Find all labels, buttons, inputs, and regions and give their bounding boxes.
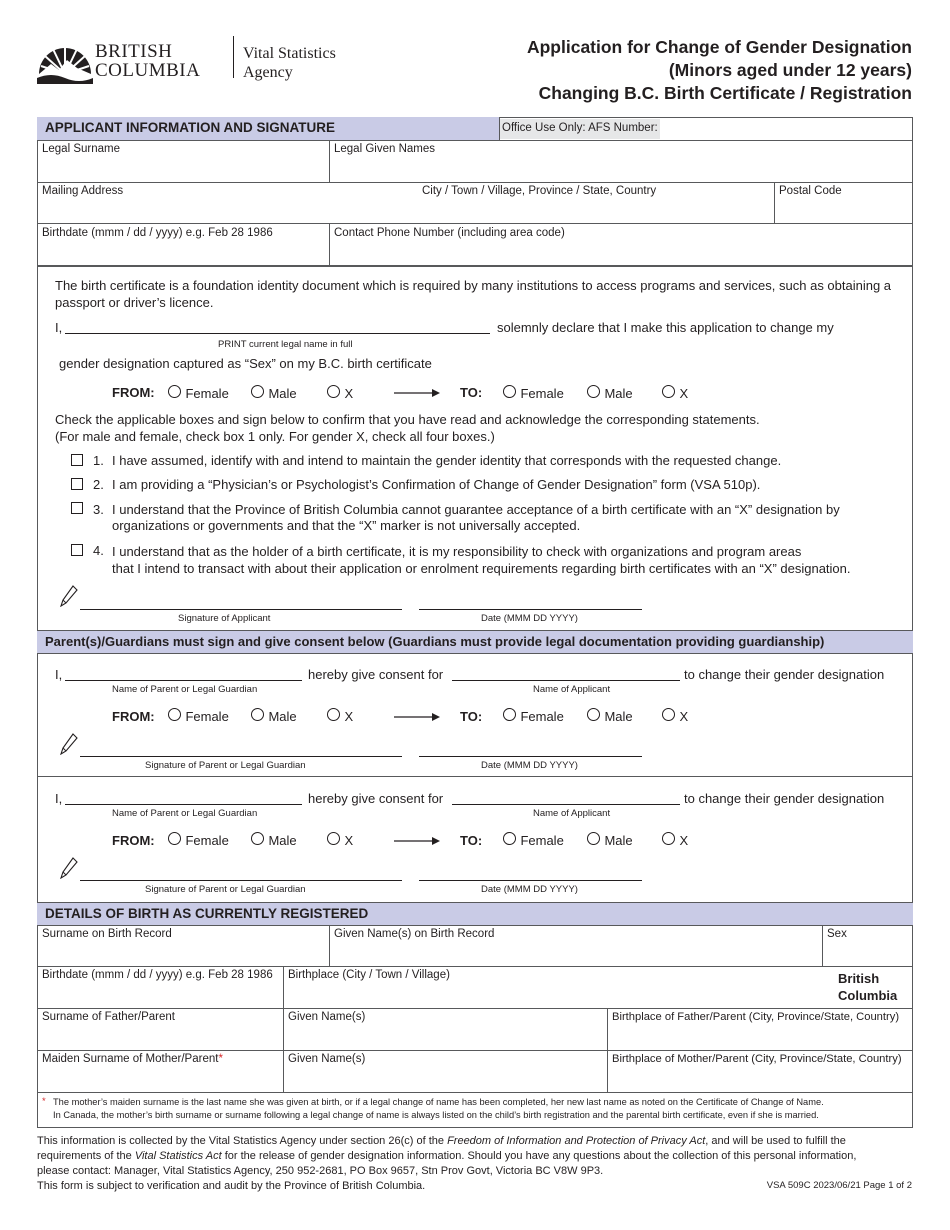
from-male-radio[interactable] (251, 385, 297, 403)
guardian2-date-field[interactable] (419, 880, 642, 881)
female-label: Female (185, 709, 229, 724)
mother-surname-label: Maiden Surname of Mother/Parent (42, 1053, 219, 1065)
footer-line2a: requirements of the (37, 1150, 135, 1162)
divider (37, 265, 913, 267)
g1-from-x-radio[interactable] (327, 708, 353, 726)
agency-line1: Vital Statistics (243, 45, 336, 62)
g2-from-x-radio[interactable] (327, 832, 353, 850)
birth-birthdate-label: Birthdate (mmm / dd / yyyy) e.g. Feb 28 1986 (42, 969, 273, 981)
x-label: X (344, 386, 354, 401)
father-surname-field[interactable] (38, 1008, 283, 1050)
check-intro-1: Check the applicable boxes and sign below to confirm that you have read and acknowledge the corresponding statements. (55, 412, 760, 427)
radio-circle[interactable] (168, 385, 181, 398)
birthplace-field[interactable] (284, 966, 824, 1008)
footer-line1a: This information is collected by the Vital Statistics Agency under section 26(c) of the (37, 1135, 448, 1147)
declaration-intro: The birth certificate is a foundation identity document which is required by many institutions to access programs and services, such as obtaining a passport or driver’s licence. (55, 278, 892, 310)
g2-from-female-radio[interactable] (168, 832, 229, 850)
male-label: Male (604, 833, 633, 848)
postal-code-label: Postal Code (779, 185, 842, 197)
to-female-radio[interactable] (503, 385, 564, 403)
radio-circle[interactable] (327, 708, 340, 721)
radio-circle[interactable] (251, 832, 264, 845)
male-label: Male (268, 833, 297, 848)
postal-code-field[interactable] (775, 182, 912, 223)
title-line1: Application for Change of Gender Designation (526, 37, 912, 57)
arrow-right-icon (394, 387, 442, 399)
g1-from-female-radio[interactable] (168, 708, 229, 726)
guardian2-consent-text: hereby give consent for (308, 791, 444, 806)
mother-birthplace-label: Birthplace of Mother/Parent (City, Province/State, Country) (612, 1053, 902, 1065)
checkbox-1[interactable] (71, 454, 83, 466)
date-caption: Date (MMM DD YYYY) (481, 613, 578, 624)
birth-surname-label: Surname on Birth Record (42, 928, 172, 940)
female-label: Female (520, 386, 564, 401)
city-field[interactable] (418, 182, 774, 223)
x-label: X (679, 386, 689, 401)
item-1-text: I have assumed, identify with and intend to maintain the gender identity that corresponds with the requested change. (112, 453, 782, 468)
female-label: Female (520, 709, 564, 724)
item-2-text: I am providing a “Physician’s or Psychologist’s Confirmation of Change of Gender Designation” form (VSA 510p). (112, 477, 761, 492)
x-label: X (679, 833, 689, 848)
father-birthplace-field[interactable] (608, 1008, 913, 1050)
declaration-text: solemnly declare that I make this application to change my (497, 320, 834, 335)
guardian1-date-field[interactable] (419, 756, 642, 757)
pen-icon (60, 857, 78, 879)
guardian1-signature-field[interactable] (80, 756, 402, 757)
radio-circle[interactable] (327, 832, 340, 845)
logo-divider (233, 36, 234, 78)
form-id: VSA 509C 2023/06/21 Page 1 of 2 (766, 1180, 912, 1191)
father-given-label: Given Name(s) (288, 1011, 366, 1023)
pen-icon (60, 585, 78, 607)
afs-number-field[interactable] (660, 119, 910, 139)
checkbox-4[interactable] (71, 544, 83, 556)
male-label: Male (604, 386, 633, 401)
note-asterisk: * (42, 1096, 46, 1107)
father-given-field[interactable] (284, 1008, 607, 1050)
legal-name-input[interactable] (65, 333, 490, 334)
footer-line4: This form is subject to verification and audit by the Province of British Columbia. (37, 1180, 426, 1192)
sig-applicant-caption: Signature of Applicant (178, 613, 271, 624)
title-line3: Changing B.C. Birth Certificate / Registration (538, 83, 912, 103)
mother-given-label: Given Name(s) (288, 1053, 366, 1065)
applicant-signature-field[interactable] (80, 609, 402, 610)
radio-circle[interactable] (662, 708, 675, 721)
footer-line1b: Freedom of Information and Protection of Privacy Act (447, 1135, 706, 1147)
from-label: FROM: (112, 709, 155, 724)
note-line1: The mother’s maiden surname is the last name she was given at birth, or if a legal change of name has been completed, her new last name as noted on the Certificate of Change of Name. (53, 1097, 824, 1107)
legal-surname-field[interactable] (38, 140, 329, 182)
item-4-text (112, 543, 851, 577)
to-x-radio[interactable] (662, 385, 688, 403)
arrow-right-icon (394, 711, 442, 723)
guardian1-applicant-caption: Name of Applicant (533, 684, 611, 695)
date-caption: Date (MMM DD YYYY) (481, 884, 578, 895)
mailing-address-field[interactable] (38, 182, 418, 223)
section-title-applicant: APPLICANT INFORMATION AND SIGNATURE (37, 117, 499, 141)
mailing-address-label: Mailing Address (42, 185, 124, 197)
female-label: Female (520, 833, 564, 848)
father-surname-label: Surname of Father/Parent (42, 1011, 175, 1023)
footer-line1c: , and will be used to fulfill the (705, 1135, 846, 1147)
mother-birthplace-field[interactable] (608, 1050, 913, 1092)
male-label: Male (268, 386, 297, 401)
to-label: TO: (460, 709, 483, 724)
radio-circle[interactable] (251, 385, 264, 398)
checkbox-2[interactable] (71, 478, 83, 490)
x-label: X (679, 709, 689, 724)
pen-icon (60, 733, 78, 755)
guardian2-signature-field[interactable] (80, 880, 402, 881)
radio-circle[interactable] (251, 708, 264, 721)
asterisk: * (218, 1053, 223, 1065)
g1-to-male-radio[interactable] (587, 708, 633, 726)
declaration-i: I, (55, 320, 63, 335)
radio-circle[interactable] (168, 708, 181, 721)
divider (37, 776, 913, 777)
guardian1-consent-text: hereby give consent for (308, 667, 444, 682)
item-2-num: 2. (93, 477, 104, 492)
province-line2: Columbia (838, 988, 898, 1003)
logo-line2: COLUMBIA (95, 60, 201, 81)
birth-birthdate-field[interactable] (38, 966, 283, 1008)
birth-given-field[interactable] (330, 925, 822, 966)
item-3-line1: I understand that the Province of British Columbia cannot guarantee acceptance of a birth certificate with an “X” designation by (112, 502, 840, 517)
birth-surname-field[interactable] (38, 925, 329, 966)
guardian1-change-text: to change their gender designation (684, 667, 885, 682)
phone-field[interactable] (330, 224, 912, 265)
from-label: FROM: (112, 385, 155, 400)
phone-label: Contact Phone Number (including area code) (334, 227, 565, 239)
male-label: Male (604, 709, 633, 724)
mother-surname-field[interactable] (38, 1050, 283, 1092)
guardian2-name-input[interactable] (65, 804, 302, 805)
g2-from-male-radio[interactable] (251, 832, 297, 850)
guardian1-sig-caption: Signature of Parent or Legal Guardian (145, 760, 306, 771)
female-label: Female (185, 386, 229, 401)
footer-line2c: for the release of gender designation information. Should you have any questions about the collection of this personal information, (221, 1150, 857, 1162)
footer-line2b: Vital Statistics Act (134, 1150, 222, 1162)
g2-to-x-radio[interactable] (662, 832, 688, 850)
applicant-date-field[interactable] (419, 609, 642, 610)
guardian2-sig-caption: Signature of Parent or Legal Guardian (145, 884, 306, 895)
g1-to-female-radio[interactable] (503, 708, 564, 726)
from-x-radio[interactable] (327, 385, 353, 403)
guardian2-name-caption: Name of Parent or Legal Guardian (112, 808, 258, 819)
logo-line1: BRITISH (95, 41, 173, 62)
guardian1-applicant-name-input[interactable] (452, 680, 680, 681)
print-name-caption: PRINT current legal name in full (218, 339, 353, 350)
male-label: Male (268, 709, 297, 724)
g2-to-male-radio[interactable] (587, 832, 633, 850)
section-title-guardians: Parent(s)/Guardians must sign and give consent below (Guardians must provide legal documentation providing guardianship) (37, 630, 913, 654)
footer-line3: please contact: Manager, Vital Statistics Agency, 250 952-2681, PO Box 9657, Stn Prov Govt, Victoria BC V8W 9P3. (37, 1165, 604, 1177)
birthplace-province (838, 970, 897, 1004)
radio-circle[interactable] (587, 832, 600, 845)
from-female-radio[interactable] (168, 385, 229, 403)
item-4-num: 4. (93, 543, 104, 558)
to-label: TO: (460, 385, 483, 400)
g1-to-x-radio[interactable] (662, 708, 688, 726)
title-line2: (Minors aged under 12 years) (668, 60, 912, 80)
item-1-num: 1. (93, 453, 104, 468)
g1-from-male-radio[interactable] (251, 708, 297, 726)
item-4-line2: that I intend to transact with about their application or enrolment requirements regarding birth certificates with an “X” designation. (112, 561, 851, 576)
item-4-line1: I understand that as the holder of a birth certificate, it is my responsibility to check with organizations and program areas (112, 544, 802, 559)
x-label: X (344, 709, 354, 724)
divider (37, 1092, 913, 1093)
agency-line2: Agency (243, 64, 293, 81)
mother-given-field[interactable] (284, 1050, 607, 1092)
radio-circle[interactable] (662, 385, 675, 398)
item-3-text (112, 502, 840, 534)
x-label: X (344, 833, 354, 848)
office-use-label: Office Use Only: AFS Number: (500, 119, 660, 139)
to-male-radio[interactable] (587, 385, 633, 403)
radio-circle[interactable] (503, 385, 516, 398)
logo-wordmark (95, 42, 200, 80)
birthplace-label: Birthplace (City / Town / Village) (288, 969, 450, 981)
legal-given-label: Legal Given Names (334, 143, 435, 155)
radio-circle[interactable] (503, 708, 516, 721)
birthdate-field[interactable] (38, 224, 329, 265)
guardian2-i: I, (55, 791, 63, 806)
check-intro-2: (For male and female, check box 1 only. For gender X, check all four boxes.) (55, 429, 495, 444)
province-line1: British (838, 971, 880, 986)
female-label: Female (185, 833, 229, 848)
radio-circle[interactable] (503, 832, 516, 845)
guardian2-change-text: to change their gender designation (684, 791, 885, 806)
g2-to-female-radio[interactable] (503, 832, 564, 850)
gender-designation-text: gender designation captured as “Sex” on my B.C. birth certificate (59, 356, 432, 371)
birth-sex-label: Sex (827, 928, 847, 940)
note-line2: In Canada, the mother’s birth surname or surname following a legal change of name is always listed on the child’s birth registration and the parental birth certificate, even if she is married. (53, 1110, 819, 1120)
guardian2-applicant-caption: Name of Applicant (533, 808, 611, 819)
page-title (527, 36, 912, 105)
guardian1-name-input[interactable] (65, 680, 302, 681)
radio-circle[interactable] (327, 385, 340, 398)
radio-circle[interactable] (587, 708, 600, 721)
mother-surname-note (53, 1096, 908, 1122)
guardian2-applicant-name-input[interactable] (452, 804, 680, 805)
father-birthplace-label: Birthplace of Father/Parent (City, Province/State, Country) (612, 1011, 900, 1023)
birthdate-label: Birthdate (mmm / dd / yyyy) e.g. Feb 28 1986 (42, 227, 273, 239)
radio-circle[interactable] (662, 832, 675, 845)
from-label: FROM: (112, 833, 155, 848)
birth-given-label: Given Name(s) on Birth Record (334, 928, 495, 940)
section-title-birth: DETAILS OF BIRTH AS CURRENTLY REGISTERED (37, 902, 913, 926)
radio-circle[interactable] (587, 385, 600, 398)
checkbox-3[interactable] (71, 502, 83, 514)
agency-name (243, 44, 336, 82)
to-label: TO: (460, 833, 483, 848)
radio-circle[interactable] (168, 832, 181, 845)
item-3-num: 3. (93, 502, 104, 517)
guardian1-i: I, (55, 667, 63, 682)
city-label: City / Town / Village, Province / State, Country (422, 185, 657, 197)
legal-surname-label: Legal Surname (42, 143, 120, 155)
date-caption: Date (MMM DD YYYY) (481, 760, 578, 771)
check-instructions (55, 411, 760, 445)
arrow-right-icon (394, 835, 442, 847)
legal-given-names-field[interactable] (330, 140, 912, 182)
item-3-line2: organizations or governments and that the “X” marker is not universally accepted. (112, 518, 581, 533)
birth-sex-field[interactable] (823, 925, 912, 966)
guardian1-name-caption: Name of Parent or Legal Guardian (112, 684, 258, 695)
bc-sun-mountain-icon (37, 34, 93, 84)
